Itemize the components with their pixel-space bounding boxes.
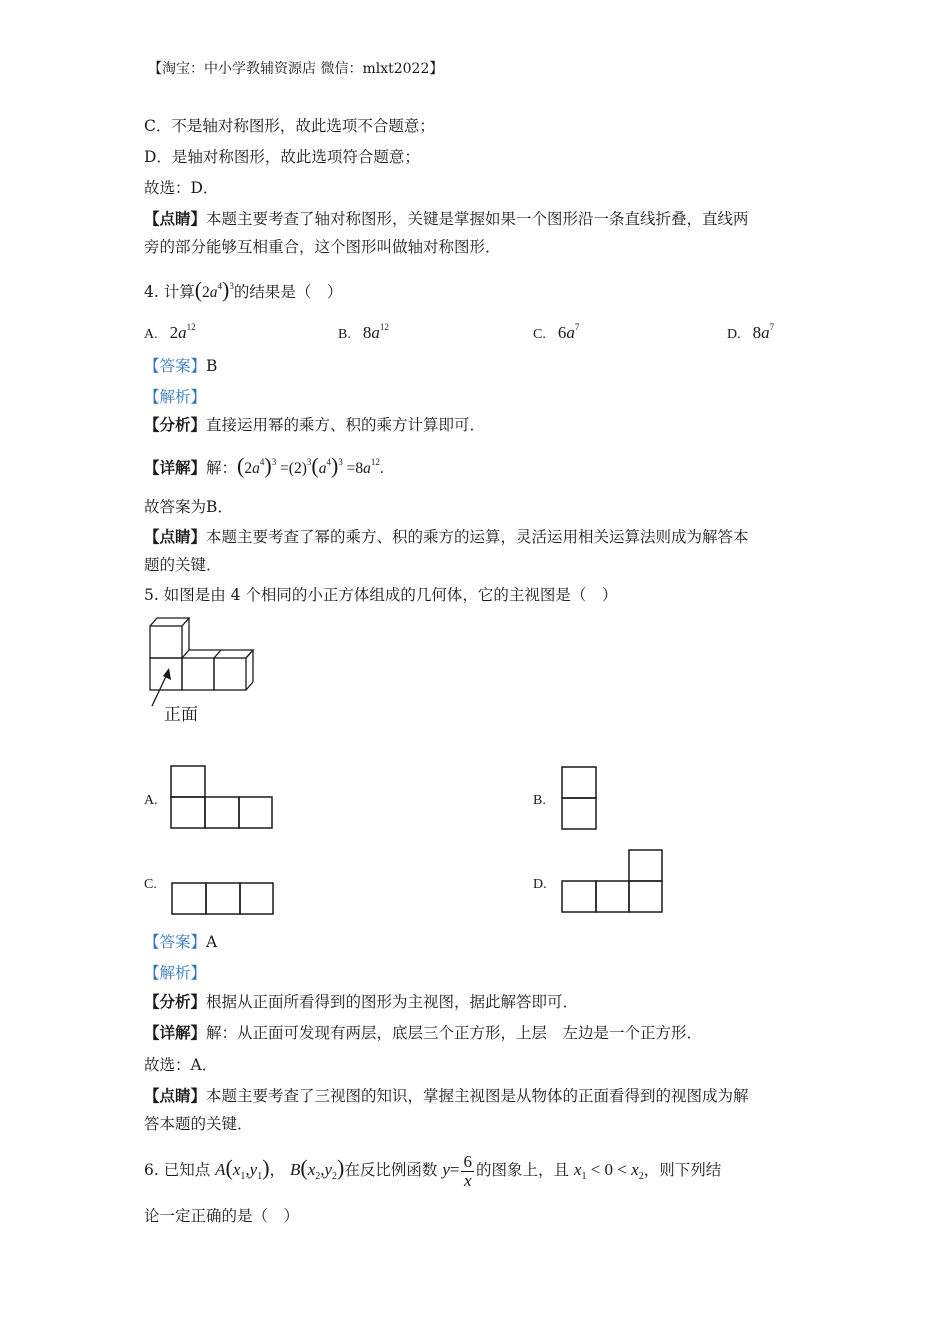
q5-answer <box>144 932 217 952</box>
q6-question: 6. 已知点 $A(x_1,y_1)$， $B(x_2,y_2)$在反比例函数 y= $\frac{6}{x}$ 的图象上，且 $x_1 < 0 < x_2$，则下列结 <box>144 1151 722 1190</box>
option-label: C. <box>533 327 546 342</box>
q6-mid: 在反比例函数 <box>344 1161 438 1179</box>
option-coef: 6 <box>557 323 567 342</box>
q5-option-a-label: A. <box>144 793 158 808</box>
q6-inequality: $x_1 < 0 < x_2$ <box>573 1160 644 1182</box>
fenxi-text: 直接运用幂的乘方、积的乘方计算即可． <box>206 416 486 434</box>
q5-3d-figure <box>140 610 270 725</box>
xiangjie-prefix: 解： <box>206 459 238 477</box>
q4-tip <box>144 527 749 547</box>
option-exp: 7 <box>769 322 775 332</box>
q4-option-a[interactable]: A. $2a^{12}$ <box>144 322 196 342</box>
q5-xiangjie <box>144 1023 702 1043</box>
q4-expression: $(2a^4)^3$ <box>194 277 234 302</box>
q4-answer <box>144 356 217 376</box>
q4-option-b[interactable]: B. $8a^{12}$ <box>338 322 389 342</box>
tip-text: 本题主要考查了三视图的知识，掌握主视图是从物体的正面看得到的视图成为解 <box>206 1087 749 1105</box>
option-coef: 8 <box>362 323 372 342</box>
q4-solution-expression: $(2a^4)^3 =(2)^3(a^4)^3 =8a^{12}$. <box>237 453 384 478</box>
q3-tip <box>144 209 749 229</box>
fraction-numerator: 6 <box>463 1151 472 1171</box>
q4-analysis-label: 【解析】 <box>144 388 207 406</box>
q5-question: 5. 如图是由 4 个相同的小正方体组成的几何体，它的主视图是（ ） <box>144 586 618 604</box>
answer-value: A <box>206 933 218 951</box>
tip-label: 【点睛】 <box>144 527 207 546</box>
q5-fenxi <box>144 992 578 1012</box>
fenxi-text: 根据从正面所看得到的图形为主视图，据此解答即可． <box>206 993 579 1011</box>
option-exp: 7 <box>574 322 580 332</box>
q6-prefix: 6. 已知点 <box>144 1161 211 1179</box>
q3-tip-line2: 旁的部分能够互相重合，这个图形叫做轴对称图形． <box>144 238 501 256</box>
q4-option-d[interactable]: D. $8a^7$ <box>727 322 775 342</box>
tip-text: 本题主要考查了轴对称图形，关键是掌握如果一个图形沿一条直线折叠，直线两 <box>206 210 749 228</box>
q5-analysis-label: 【解析】 <box>144 964 207 982</box>
q5-option-d-label: D. <box>533 877 547 892</box>
front-label: 正面 <box>164 705 198 725</box>
q5-option-b-label: B. <box>533 793 546 808</box>
xiangjie-text: 解：从正面可发现有两层，底层三个正方形，上层 左边是一个正方形． <box>206 1024 703 1042</box>
point-b: $B(x_2,y_2)$ <box>289 1155 345 1182</box>
q5-option-b-figure[interactable] <box>561 766 599 830</box>
q5-choice: 故选：A． <box>144 1056 218 1074</box>
point-a: $A(x_1,y_1)$ <box>215 1155 270 1182</box>
function-y: y <box>442 1160 450 1179</box>
tip-text: 本题主要考查了幂的乘方、积的乘方的运算，灵活运用相关运算法则成为解答本 <box>206 528 749 546</box>
page-header: 【淘宝：中小学教辅资源店 微信：mlxt2022】 <box>148 61 444 77</box>
option-coef: 8 <box>752 323 762 342</box>
fraction-denominator: x <box>463 1170 472 1190</box>
xiangjie-label: 【详解】 <box>144 458 207 477</box>
answer-value: B <box>206 357 218 375</box>
option-coef: 2 <box>169 323 179 342</box>
fenxi-label: 【分析】 <box>144 992 207 1011</box>
q4-suffix: 的结果是（ ） <box>233 283 343 301</box>
q5-tip-line2: 答本题的关键． <box>144 1115 253 1133</box>
fenxi-label: 【分析】 <box>144 415 207 434</box>
q5-option-d-figure[interactable] <box>561 849 665 913</box>
q6-question-line2: 论一定正确的是（ ） <box>144 1207 300 1225</box>
q5-option-a-figure[interactable] <box>170 765 274 829</box>
q3-choice: 故选：D． <box>144 179 219 197</box>
answer-label: 【答案】 <box>144 357 207 375</box>
option-exp: 12 <box>186 322 196 332</box>
q5-option-c-label: C. <box>144 877 157 892</box>
q4-question <box>144 276 342 303</box>
q6-after-fn: 的图象上，且 <box>475 1161 569 1179</box>
tip-label: 【点睛】 <box>144 1086 207 1105</box>
q4-xiangjie <box>144 452 384 479</box>
tip-label: 【点睛】 <box>144 209 207 228</box>
q6-tail: ，则下列结 <box>643 1161 722 1179</box>
xiangjie-label: 【详解】 <box>144 1023 207 1042</box>
option-label: D. <box>727 327 741 342</box>
q4-fenxi <box>144 415 485 435</box>
option-exp: 12 <box>379 322 389 332</box>
answer-label: 【答案】 <box>144 933 207 951</box>
q3-option-d-explanation: D．是轴对称图形，故此选项符合题意； <box>144 148 420 166</box>
q4-tip-line2: 题的关键． <box>144 556 222 574</box>
q4-option-c[interactable]: C. $6a^7$ <box>533 322 580 342</box>
option-label: B. <box>338 327 351 342</box>
q4-conclusion: 故答案为B． <box>144 498 233 516</box>
q5-option-c-figure[interactable] <box>171 882 275 916</box>
q4-prefix: 4. 计算 <box>144 283 195 301</box>
option-label: A. <box>144 327 158 342</box>
q3-option-c-explanation: C．不是轴对称图形，故此选项不合题意； <box>144 117 435 135</box>
q5-tip <box>144 1086 749 1106</box>
function-fraction <box>461 1153 474 1190</box>
